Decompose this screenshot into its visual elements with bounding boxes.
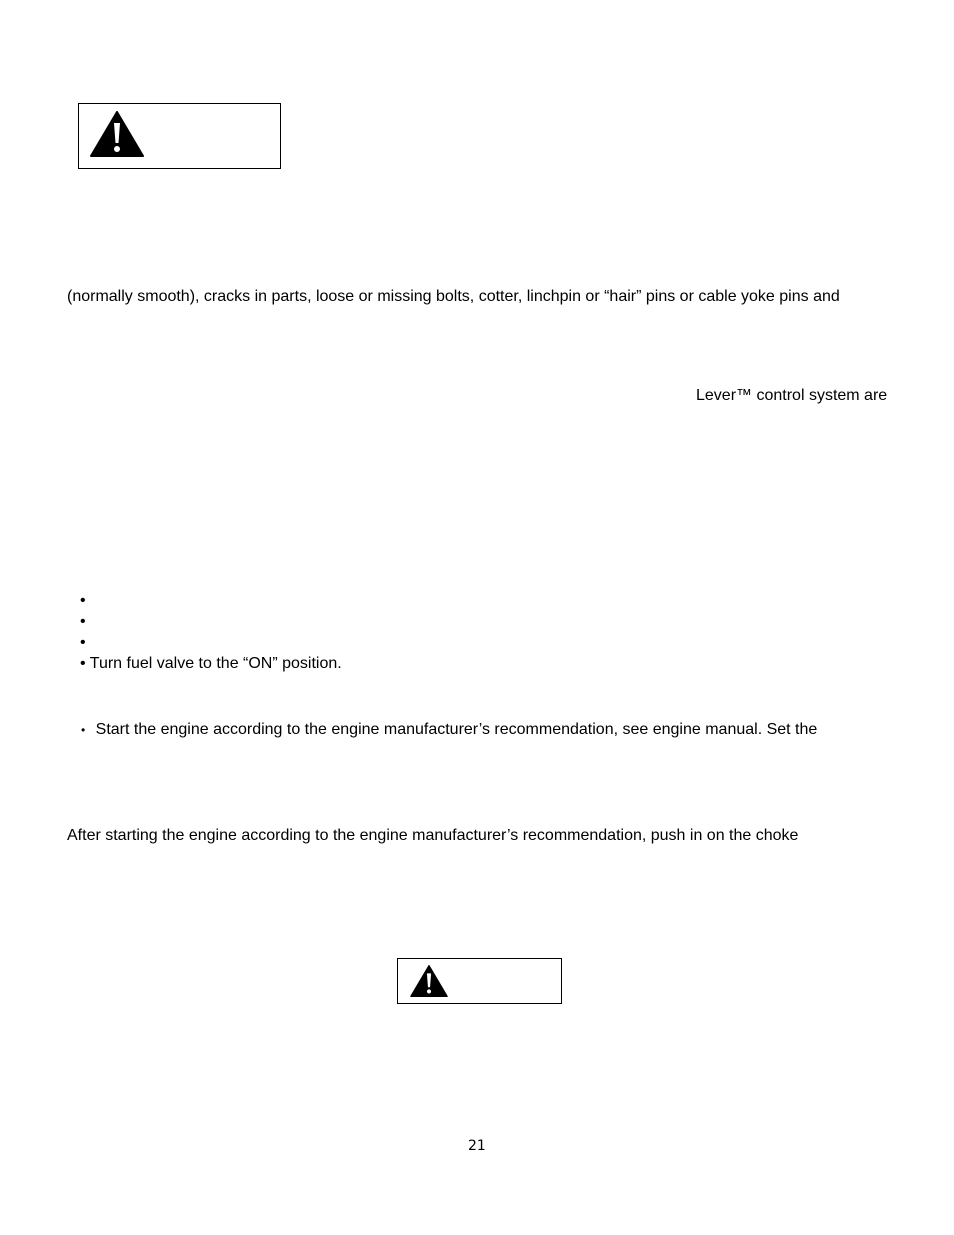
- warning-box-top: [78, 103, 281, 169]
- bullet-icon: •: [80, 655, 86, 672]
- warning-triangle-icon: [90, 111, 144, 157]
- bullet-icon: •: [80, 592, 86, 609]
- list-item: [80, 633, 86, 653]
- list-item: [80, 612, 86, 632]
- start-engine-text: Start the engine according to the engine manufacturer’s recommendation, see engine manual. Set the: [95, 721, 818, 738]
- list-item: [80, 654, 342, 674]
- small-bullet-icon: •: [81, 723, 86, 737]
- inspection-text-line: (normally smooth), cracks in parts, loose or missing bolts, cotter, linchpin or “hair” pins or cable yoke pins and: [67, 288, 840, 305]
- list-item: [80, 591, 86, 611]
- list-item-text: Turn fuel valve to the “ON” position.: [89, 655, 342, 672]
- start-engine-bullet: [81, 720, 817, 740]
- bullet-icon: •: [80, 613, 86, 630]
- control-system-text-line: Lever™ control system are: [696, 387, 888, 404]
- page-number: 21: [468, 1138, 486, 1154]
- bullet-icon: •: [80, 634, 86, 651]
- warning-triangle-icon: [410, 965, 448, 997]
- after-starting-text-line: After starting the engine according to the engine manufacturer’s recommendation, push in on the choke: [67, 827, 799, 844]
- warning-box-bottom: [397, 958, 562, 1004]
